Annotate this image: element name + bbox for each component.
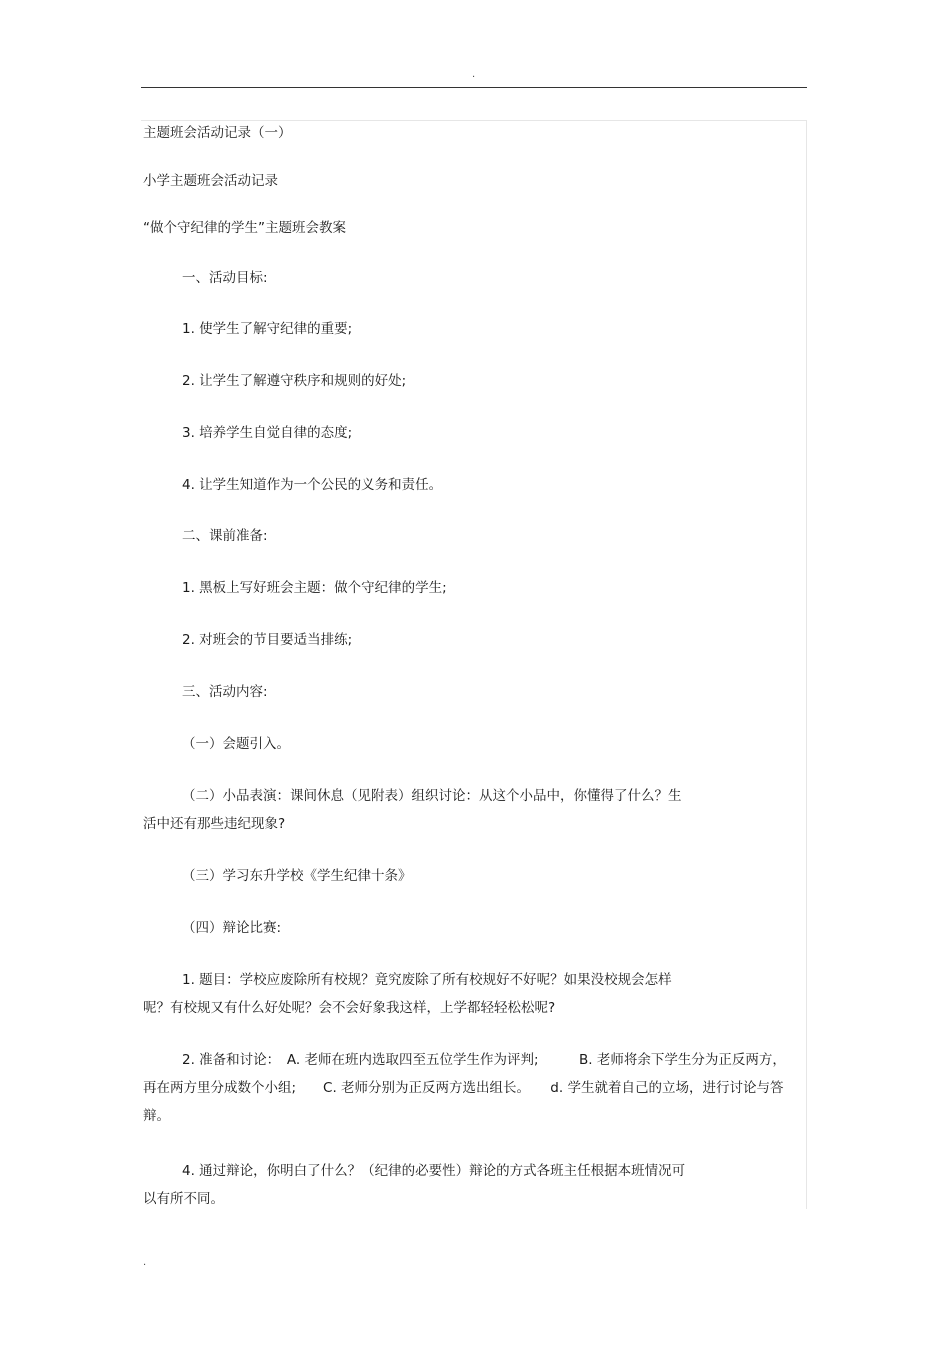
goal-item-2: 2. 让学生了解遵守秩序和规则的好处; [182,373,407,389]
doc-title-2: 小学主题班会活动记录 [143,173,278,189]
section-1-heading: 一、活动目标: [182,270,268,286]
debate-conclusion-line-2: 以有所不同。 [143,1191,224,1207]
activity-part-2-line-1: （二）小品表演：课间休息（见附表）组织讨论：从这个小品中，你懂得了什么？生 [182,788,682,804]
header-dot: . [472,69,476,80]
header-rule [141,87,807,88]
doc-title-3: “做个守纪律的学生”主题班会教案 [143,220,346,236]
debate-topic-line-2: 呢？有校规又有什么好处呢？会不会好象我这样，上学都轻轻松松呢? [143,1000,556,1016]
activity-part-3: （三）学习东升学校《学生纪律十条》 [182,868,412,884]
footer-dot: . [143,1257,147,1268]
doc-title-1: 主题班会活动记录（一） [143,125,292,141]
goal-item-4: 4. 让学生知道作为一个公民的义务和责任。 [182,477,443,493]
activity-part-4: （四）辩论比赛: [182,920,282,936]
prep-item-2: 2. 对班会的节目要适当排练; [182,632,353,648]
activity-part-2-line-2: 活中还有那些违纪现象? [143,816,286,832]
debate-preparation: 2. 准备和讨论： A. 老师在班内选取四至五位学生作为评判; B. 老师将余下学生分为正反两方， 再在两方里分成数个小组; C. 老师分别为正反两方选出组长。 d. 学生就着自己的立场，进行讨论与答辩。 [143,1052,793,1124]
section-3-heading: 三、活动内容: [182,684,268,700]
goal-item-1: 1. 使学生了解守纪律的重要; [182,321,353,337]
debate-topic-line-1: 1. 题目：学校应废除所有校规？竟究废除了所有校规好不好呢？如果没校规会怎样 [182,972,672,988]
activity-part-1: （一）会题引入。 [182,736,290,752]
prep-item-1: 1. 黑板上写好班会主题：做个守纪律的学生; [182,580,447,596]
debate-conclusion-line-1: 4. 通过辩论，你明白了什么？（纪律的必要性）辩论的方式各班主任根据本班情况可 [182,1163,686,1179]
goal-item-3: 3. 培养学生自觉自律的态度; [182,425,353,441]
section-2-heading: 二、课前准备: [182,528,268,544]
